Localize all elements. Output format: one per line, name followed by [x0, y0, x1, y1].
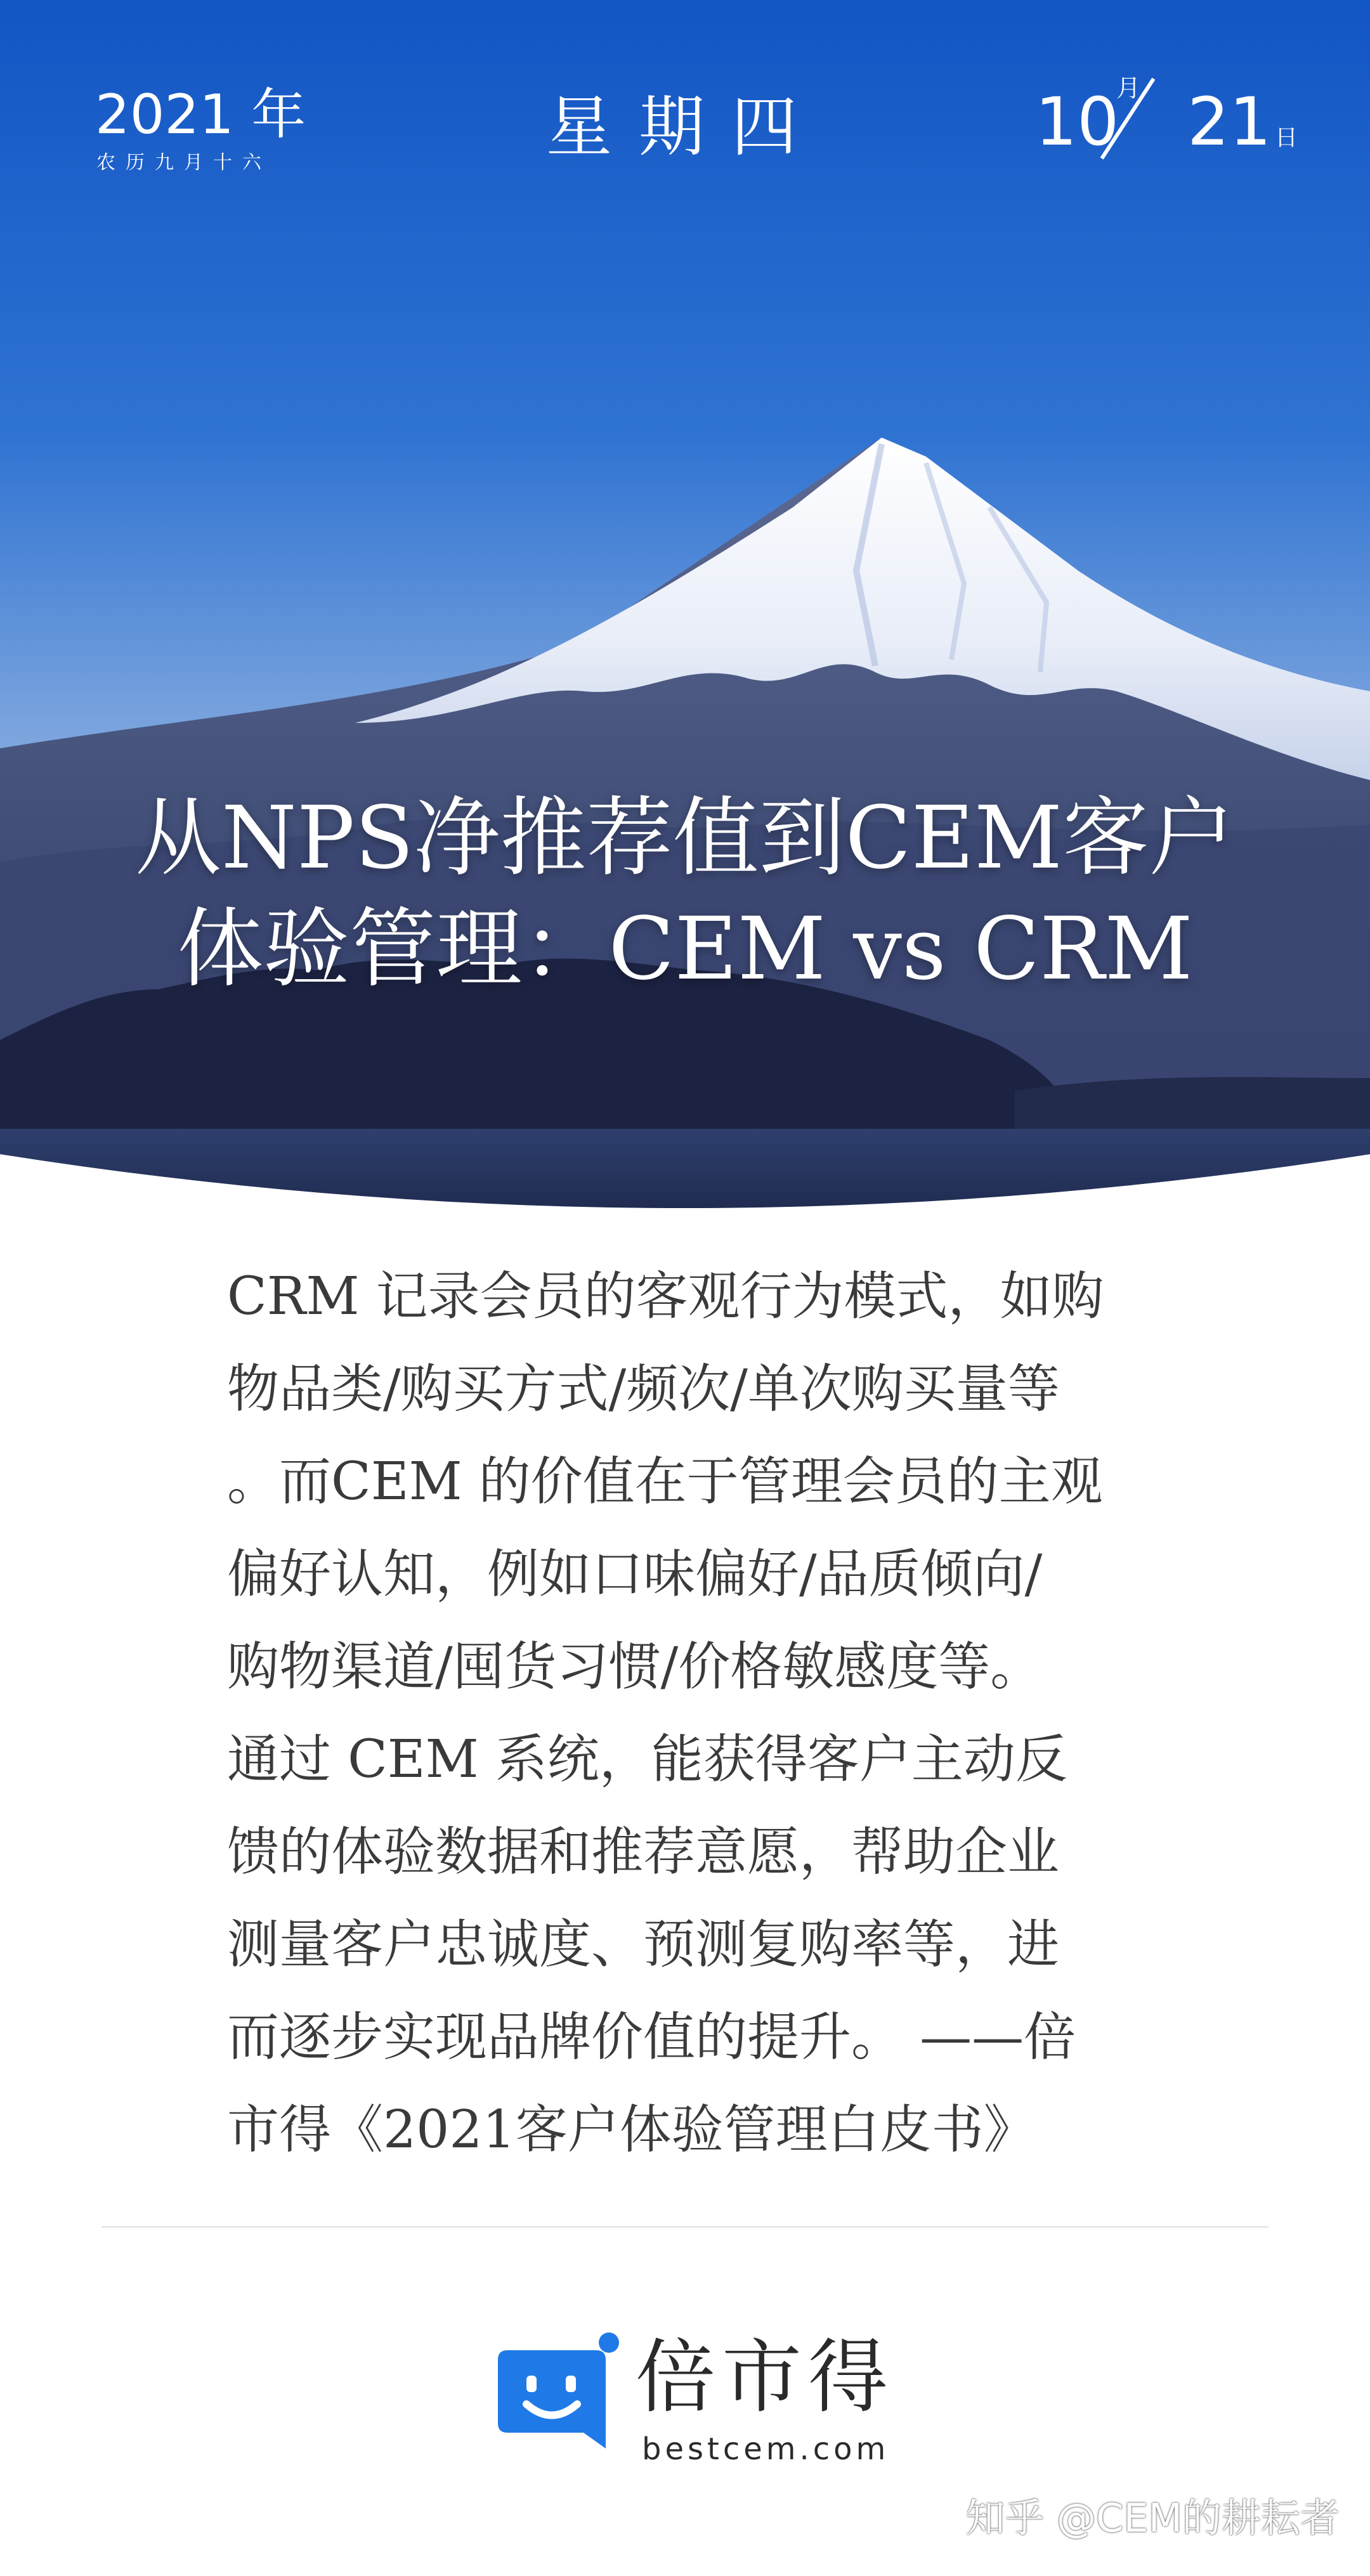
- paragraph-line: 购物渠道/囤货习惯/价格敏感度等。: [227, 1637, 1043, 1697]
- date-header: [0, 0, 1370, 203]
- paragraph-line: 而逐步实现品牌价值的提升。 ——倍: [227, 2007, 1076, 2067]
- quote-paragraph: [227, 1251, 1178, 2176]
- paragraph-line: 馈的体验数据和推荐意愿，帮助企业: [227, 1822, 1060, 1882]
- paragraph-line: CRM 记录会员的客观行为模式，如购: [227, 1266, 1104, 1327]
- hero-title: [95, 783, 1275, 1005]
- lunar-date-label: 农历九月十六: [96, 152, 271, 174]
- brand-domain: bestcem.com: [642, 2431, 890, 2467]
- day-number: 21: [1187, 83, 1272, 160]
- year-label: 2021 年: [95, 83, 306, 146]
- day-unit: 日: [1275, 125, 1298, 151]
- footer-divider: [101, 2226, 1269, 2228]
- paragraph-line: 测量客户忠诚度、预测复购率等，进: [227, 1915, 1060, 1975]
- paragraph-line: 通过 CEM 系统，能获得客户主动反: [227, 1729, 1067, 1790]
- chat-bubble-smile-icon: [488, 2331, 622, 2467]
- month-unit: 月: [1116, 74, 1141, 102]
- paragraph-line: 偏好认知，例如口味偏好/品质倾向/: [227, 1544, 1043, 1604]
- hero-banner: [0, 0, 1370, 1243]
- hero-title-line: 体验管理：CEM vs CRM: [177, 899, 1193, 999]
- paragraph-line: 物品类/购买方式/频次/单次购买量等: [227, 1359, 1060, 1419]
- brand-name: 倍市得: [636, 2331, 894, 2424]
- weekday-label: 星期四: [545, 88, 824, 166]
- month-number: 10: [1035, 83, 1119, 160]
- zhihu-watermark: 知乎 @CEM的耕耘者: [965, 2495, 1340, 2541]
- paragraph-line: 市得《2021客户体验管理白皮书》: [227, 2100, 1036, 2160]
- hero-title-line: 从NPS净推荐值到CEM客户: [134, 788, 1236, 888]
- paragraph-line: 。而CEM 的价值在于管理会员的主观: [227, 1452, 1103, 1512]
